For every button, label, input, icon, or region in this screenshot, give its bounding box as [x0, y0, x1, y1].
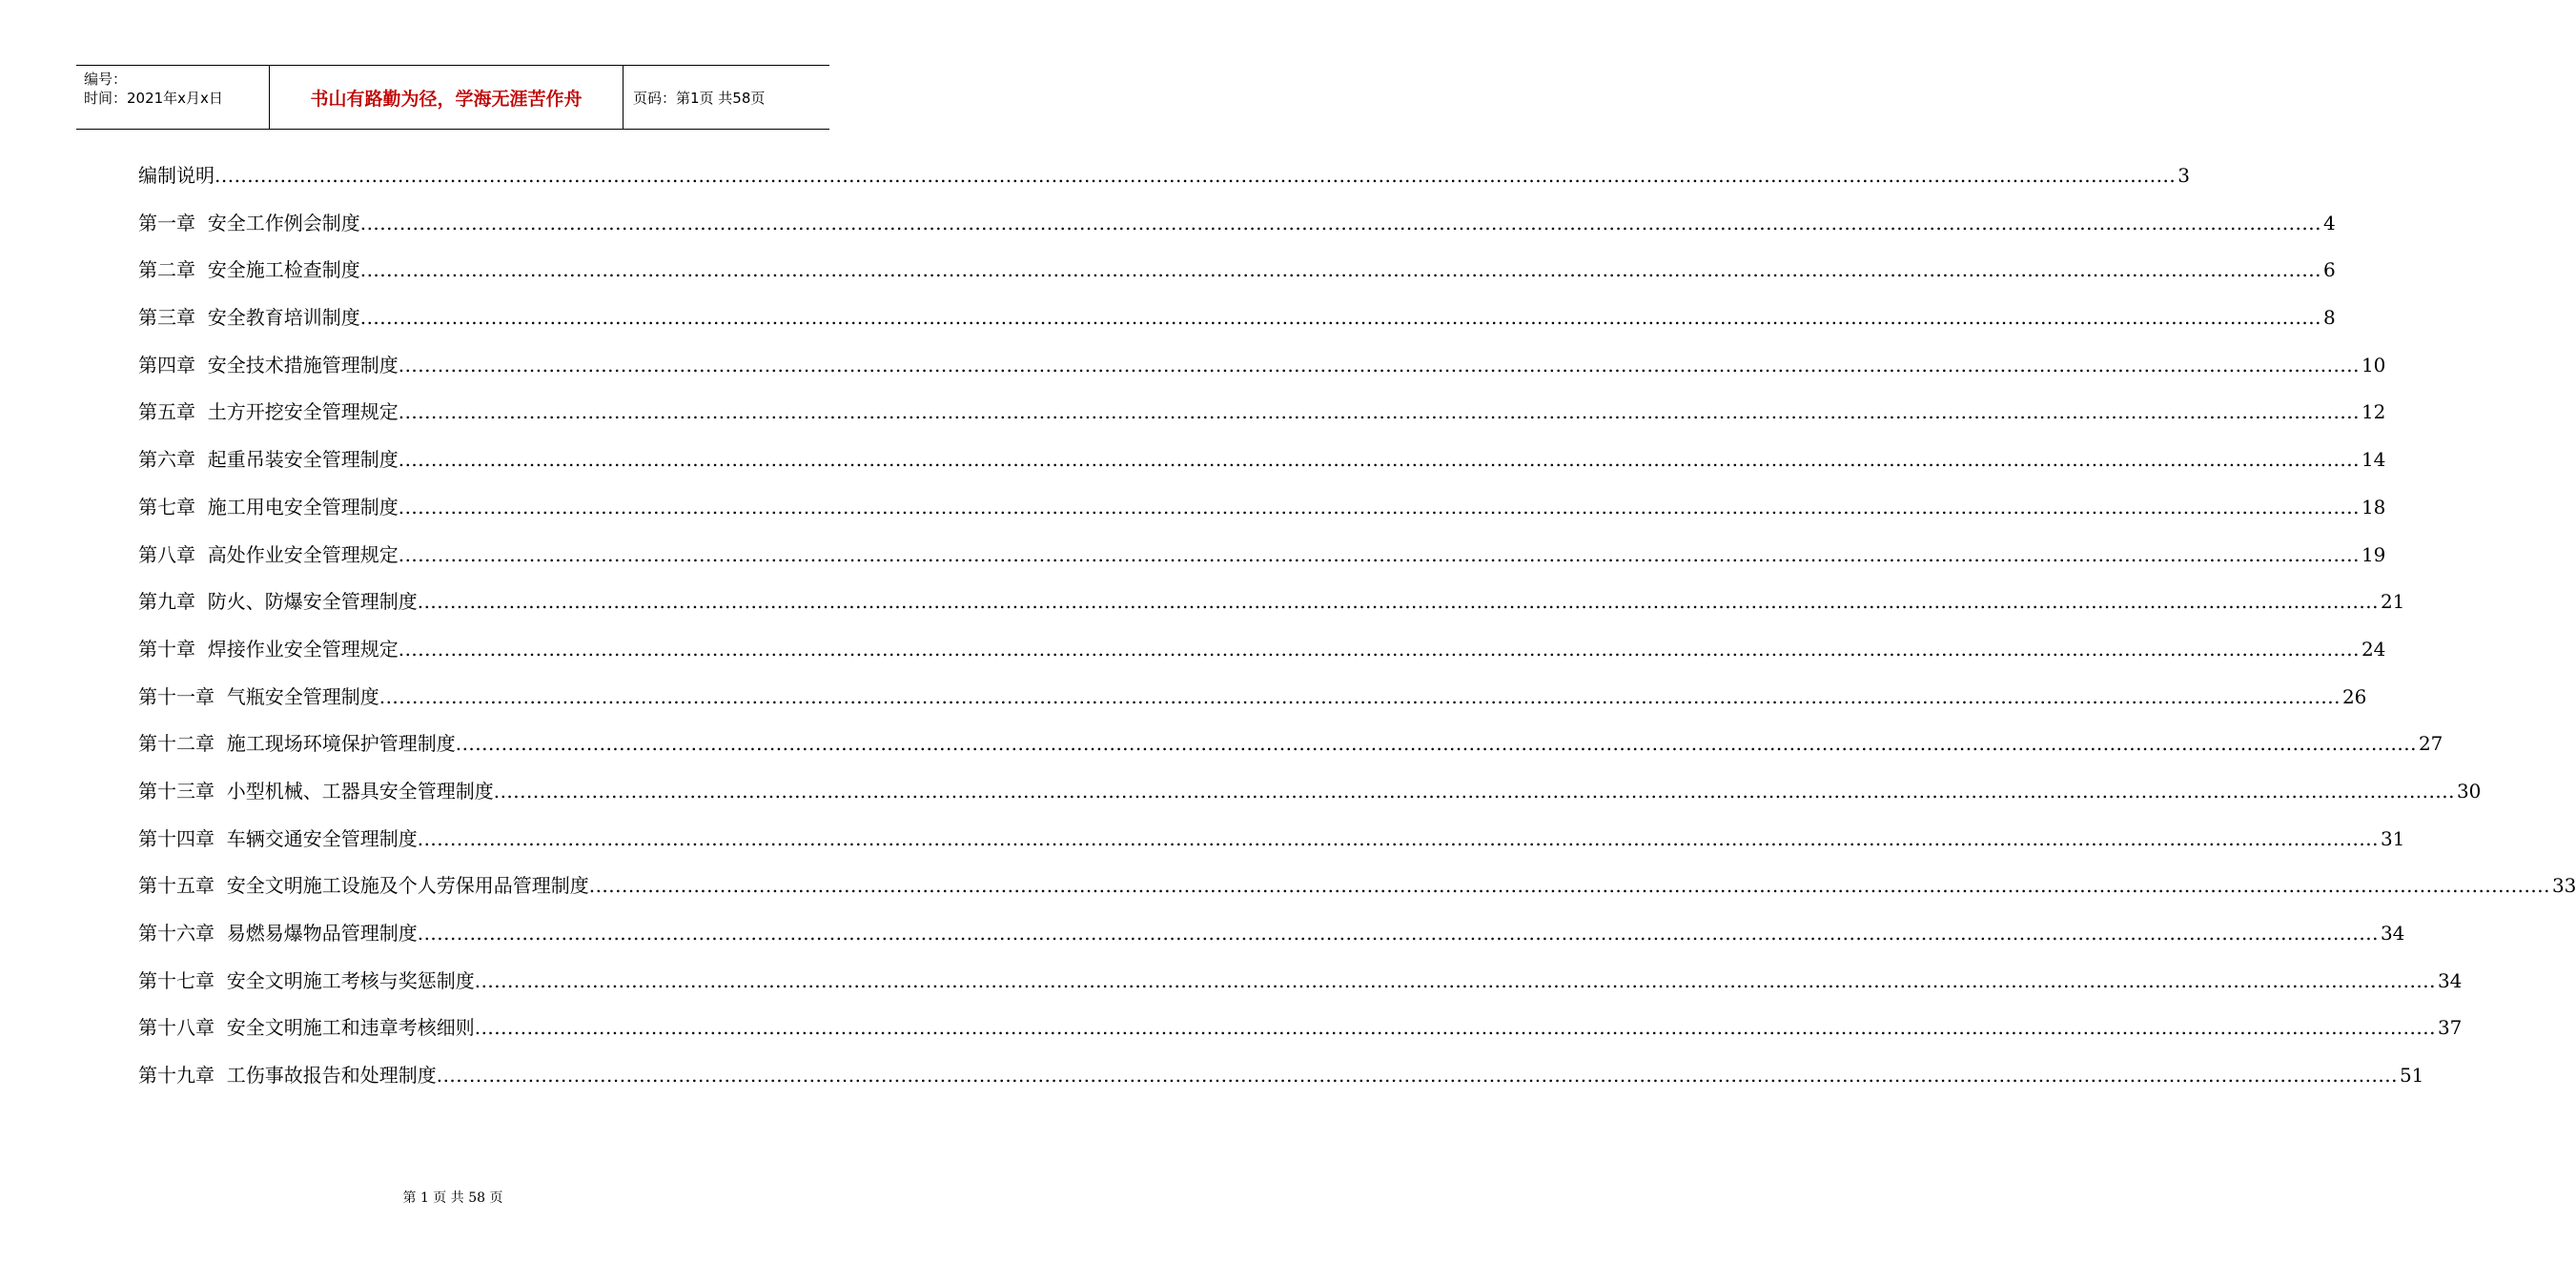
- toc-entry-title: 第十章 焊接作业安全管理规定: [138, 637, 399, 661]
- toc-leader-dots: ............................................................................................................................................................................................................................................................................................................: [417, 590, 2379, 614]
- toc-entry[interactable]: [138, 444, 2386, 492]
- toc-entry-title: 第十七章 安全文明施工考核与奖惩制度: [138, 968, 475, 992]
- toc-entry-title: 第十四章 车辆交通安全管理制度: [138, 826, 418, 850]
- toc-leader-dots: ............................................................................................................................................................................................................................................................................................................: [493, 779, 2455, 803]
- toc-leader-dots: ............................................................................................................................................................................................................................................................................................................: [398, 637, 2360, 661]
- toc-leader-dots: ............................................................................................................................................................................................................................................................................................................: [417, 922, 2379, 945]
- toc-entry-page: 26: [2341, 684, 2367, 708]
- toc-entry-title: 第八章 高处作业安全管理规定: [138, 542, 399, 566]
- table-of-contents: [138, 160, 2576, 1108]
- toc-entry-page: 34: [2437, 968, 2463, 992]
- toc-entry[interactable]: [138, 586, 2405, 634]
- toc-entry-page: 19: [2361, 542, 2386, 566]
- toc-leader-dots: ............................................................................................................................................................................................................................................................................................................: [359, 211, 2321, 234]
- document-number-label: 编号：: [84, 71, 128, 88]
- toc-leader-dots: ............................................................................................................................................................................................................................................................................................................: [588, 874, 2550, 898]
- toc-leader-dots: ............................................................................................................................................................................................................................................................................................................: [398, 353, 2360, 376]
- toc-leader-dots: ............................................................................................................................................................................................................................................................................................................: [474, 968, 2436, 992]
- toc-entry-title: 第四章 安全技术措施管理制度: [138, 353, 399, 376]
- toc-entry-title: 第十二章 施工现场环境保护管理制度: [138, 732, 456, 756]
- toc-entry-page: 24: [2361, 637, 2386, 661]
- toc-entry-page: 10: [2361, 353, 2386, 376]
- toc-entry-page: 21: [2380, 590, 2405, 614]
- toc-entry-page: 12: [2361, 400, 2386, 424]
- toc-entry-page: 34: [2380, 922, 2405, 945]
- toc-entry[interactable]: [138, 681, 2367, 729]
- toc-entry-title: 第二章 安全施工检查制度: [138, 258, 360, 282]
- toc-leader-dots: ............................................................................................................................................................................................................................................................................................................: [398, 495, 2360, 518]
- toc-leader-dots: ............................................................................................................................................................................................................................................................................................................: [359, 258, 2321, 282]
- toc-entry[interactable]: [138, 302, 2336, 350]
- toc-entry-title: 第十一章 气瓶安全管理制度: [138, 684, 379, 708]
- toc-entry-page: 3: [2177, 164, 2190, 187]
- toc-entry-page: 18: [2361, 495, 2386, 518]
- toc-leader-dots: ............................................................................................................................................................................................................................................................................................................: [436, 1064, 2398, 1088]
- toc-entry-title: 第十六章 易燃易爆物品管理制度: [138, 922, 418, 945]
- toc-entry[interactable]: [138, 918, 2405, 966]
- toc-entry-page: 27: [2418, 732, 2443, 756]
- toc-entry-title: 第十五章 安全文明施工设施及个人劳保用品管理制度: [138, 874, 589, 898]
- header-motto-cell: [269, 66, 624, 129]
- header-motto: 书山有路勤为径，学海无涯苦作舟: [310, 88, 583, 110]
- toc-entry-page: 33: [2551, 874, 2576, 898]
- toc-entry-title: 第三章 安全教育培训制度: [138, 306, 360, 330]
- toc-entry-title: 第七章 施工用电安全管理制度: [138, 495, 399, 518]
- toc-entry-title: 第九章 防火、防爆安全管理制度: [138, 590, 418, 614]
- toc-entry-title: 第一章 安全工作例会制度: [138, 211, 360, 234]
- toc-leader-dots: ............................................................................................................................................................................................................................................................................................................: [359, 306, 2321, 330]
- toc-entry[interactable]: [138, 1060, 2424, 1108]
- toc-leader-dots: ............................................................................................................................................................................................................................................................................................................: [215, 164, 2177, 187]
- toc-leader-dots: ............................................................................................................................................................................................................................................................................................................: [398, 542, 2360, 566]
- header-page-info-cell: [624, 66, 829, 129]
- toc-entry[interactable]: [138, 254, 2336, 302]
- toc-entry-title: 第六章 起重吊装安全管理制度: [138, 448, 399, 472]
- toc-entry[interactable]: [138, 870, 2576, 918]
- toc-entry[interactable]: [138, 1012, 2463, 1060]
- header-page-info: 页码：第1页 共58页: [633, 89, 766, 107]
- toc-leader-dots: ............................................................................................................................................................................................................................................................................................................: [417, 826, 2379, 850]
- toc-entry-page: 6: [2322, 258, 2336, 282]
- toc-entry-page: 31: [2380, 826, 2405, 850]
- toc-entry[interactable]: [138, 396, 2386, 444]
- document-time-label: 时间：2021年x月x日: [84, 90, 223, 107]
- toc-entry-page: 14: [2361, 448, 2386, 472]
- toc-leader-dots: ............................................................................................................................................................................................................................................................................................................: [474, 1016, 2436, 1040]
- toc-leader-dots: ............................................................................................................................................................................................................................................................................................................: [378, 684, 2341, 708]
- toc-entry[interactable]: [138, 208, 2336, 255]
- toc-entry-title: 第十三章 小型机械、工器具安全管理制度: [138, 779, 494, 803]
- toc-leader-dots: ............................................................................................................................................................................................................................................................................................................: [398, 400, 2360, 424]
- toc-entry[interactable]: [138, 350, 2386, 397]
- toc-entry[interactable]: [138, 824, 2405, 871]
- toc-entry-page: 30: [2456, 779, 2482, 803]
- toc-entry-page: 8: [2322, 306, 2336, 330]
- toc-entry-title: 编制说明: [138, 164, 215, 187]
- toc-entry[interactable]: [138, 776, 2482, 824]
- toc-entry-title: 第十八章 安全文明施工和违章考核细则: [138, 1016, 475, 1040]
- toc-entry[interactable]: [138, 539, 2386, 587]
- toc-entry[interactable]: [138, 634, 2386, 681]
- toc-entry-page: 37: [2437, 1016, 2463, 1040]
- toc-entry-title: 第五章 土方开挖安全管理规定: [138, 400, 399, 424]
- toc-entry-page: 51: [2399, 1064, 2424, 1088]
- toc-leader-dots: ............................................................................................................................................................................................................................................................................................................: [398, 448, 2360, 472]
- toc-entry[interactable]: [138, 728, 2443, 776]
- toc-entry-title: 第十九章 工伤事故报告和处理制度: [138, 1064, 437, 1088]
- page-footer: 第 1 页 共 58 页: [402, 1190, 503, 1206]
- toc-leader-dots: ............................................................................................................................................................................................................................................................................................................: [455, 732, 2417, 756]
- toc-entry[interactable]: [138, 966, 2463, 1013]
- header-left-cell: [76, 66, 269, 129]
- toc-entry-page: 4: [2322, 211, 2336, 234]
- toc-entry[interactable]: [138, 160, 2190, 208]
- toc-entry[interactable]: [138, 492, 2386, 539]
- page-header: [76, 65, 829, 130]
